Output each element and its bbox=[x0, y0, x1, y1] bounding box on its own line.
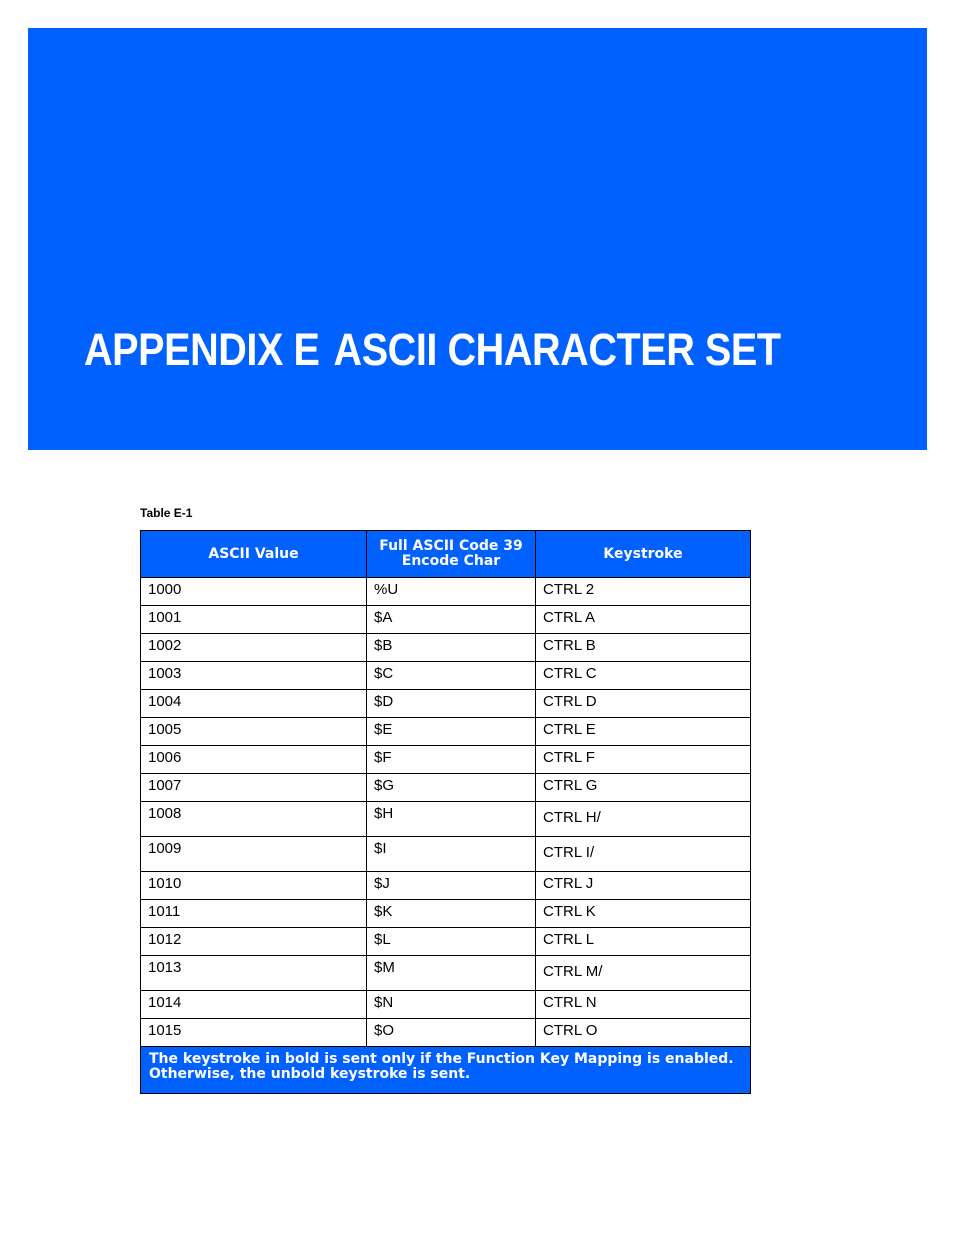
cell-ascii-value: 1003 bbox=[141, 662, 367, 690]
cell-ascii-value: 1013 bbox=[141, 956, 367, 991]
cell-ascii-value: 1009 bbox=[141, 837, 367, 872]
cell-ascii-value: 1002 bbox=[141, 634, 367, 662]
cell-encode-char: $I bbox=[367, 837, 536, 872]
table-row bbox=[141, 1019, 751, 1047]
cell-keystroke: CTRL J bbox=[536, 872, 751, 900]
cell-ascii-value: 1007 bbox=[141, 774, 367, 802]
cell-keystroke: CTRL I/ bbox=[536, 837, 751, 872]
chapter-title bbox=[84, 324, 781, 376]
cell-ascii-value: 1005 bbox=[141, 718, 367, 746]
table-row bbox=[141, 900, 751, 928]
header-ascii-value: ASCII Value bbox=[141, 531, 367, 578]
cell-encode-char: $G bbox=[367, 774, 536, 802]
cell-encode-char: $B bbox=[367, 634, 536, 662]
table-row bbox=[141, 802, 751, 837]
cell-encode-char: $C bbox=[367, 662, 536, 690]
table-row bbox=[141, 956, 751, 991]
cell-keystroke: CTRL N bbox=[536, 991, 751, 1019]
cell-encode-char: $H bbox=[367, 802, 536, 837]
table-row bbox=[141, 606, 751, 634]
table-row bbox=[141, 837, 751, 872]
cell-keystroke: CTRL L bbox=[536, 928, 751, 956]
cell-encode-char: $D bbox=[367, 690, 536, 718]
table-row bbox=[141, 872, 751, 900]
cell-ascii-value: 1012 bbox=[141, 928, 367, 956]
cell-keystroke: CTRL G bbox=[536, 774, 751, 802]
table-row bbox=[141, 746, 751, 774]
table-footnote-row bbox=[141, 1047, 751, 1094]
cell-ascii-value: 1001 bbox=[141, 606, 367, 634]
header-keystroke: Keystroke bbox=[536, 531, 751, 578]
header-encode-char-text: Full ASCII Code 39 Encode Char bbox=[379, 538, 523, 569]
cell-ascii-value: 1014 bbox=[141, 991, 367, 1019]
cell-encode-char: $E bbox=[367, 718, 536, 746]
cell-encode-char: $K bbox=[367, 900, 536, 928]
chapter-name: ASCII CHARACTER SET bbox=[333, 324, 781, 375]
table-row bbox=[141, 991, 751, 1019]
cell-ascii-value: 1015 bbox=[141, 1019, 367, 1047]
cell-encode-char: $L bbox=[367, 928, 536, 956]
cell-keystroke: CTRL A bbox=[536, 606, 751, 634]
table-caption: Table E-1 bbox=[140, 506, 193, 520]
table-row bbox=[141, 774, 751, 802]
chapter-label: APPENDIX E bbox=[84, 324, 320, 375]
cell-encode-char: $J bbox=[367, 872, 536, 900]
ascii-table bbox=[140, 530, 751, 1094]
cell-encode-char: $O bbox=[367, 1019, 536, 1047]
cell-ascii-value: 1006 bbox=[141, 746, 367, 774]
cell-ascii-value: 1004 bbox=[141, 690, 367, 718]
cell-encode-char: %U bbox=[367, 578, 536, 606]
cell-keystroke: CTRL D bbox=[536, 690, 751, 718]
cell-ascii-value: 1011 bbox=[141, 900, 367, 928]
chapter-banner bbox=[28, 28, 927, 450]
cell-keystroke: CTRL M/ bbox=[536, 956, 751, 991]
table-header-row bbox=[141, 531, 751, 578]
table-row bbox=[141, 662, 751, 690]
table-row bbox=[141, 690, 751, 718]
cell-keystroke: CTRL H/ bbox=[536, 802, 751, 837]
cell-keystroke: CTRL F bbox=[536, 746, 751, 774]
table-row bbox=[141, 928, 751, 956]
cell-keystroke: CTRL K bbox=[536, 900, 751, 928]
cell-ascii-value: 1008 bbox=[141, 802, 367, 837]
cell-encode-char: $A bbox=[367, 606, 536, 634]
cell-encode-char: $M bbox=[367, 956, 536, 991]
cell-keystroke: CTRL E bbox=[536, 718, 751, 746]
footnote-line-2: Otherwise, the unbold keystroke is sent. bbox=[149, 1066, 471, 1082]
header-encode-char bbox=[367, 531, 536, 578]
table-row bbox=[141, 578, 751, 606]
cell-keystroke: CTRL C bbox=[536, 662, 751, 690]
cell-keystroke: CTRL O bbox=[536, 1019, 751, 1047]
footnote-line-1: The keystroke in bold is sent only if the Function Key Mapping is enabled. bbox=[149, 1051, 734, 1067]
cell-encode-char: $F bbox=[367, 746, 536, 774]
cell-encode-char: $N bbox=[367, 991, 536, 1019]
table-row bbox=[141, 634, 751, 662]
table-footnote bbox=[141, 1047, 751, 1094]
cell-keystroke: CTRL 2 bbox=[536, 578, 751, 606]
cell-ascii-value: 1010 bbox=[141, 872, 367, 900]
table-row bbox=[141, 718, 751, 746]
cell-ascii-value: 1000 bbox=[141, 578, 367, 606]
cell-keystroke: CTRL B bbox=[536, 634, 751, 662]
